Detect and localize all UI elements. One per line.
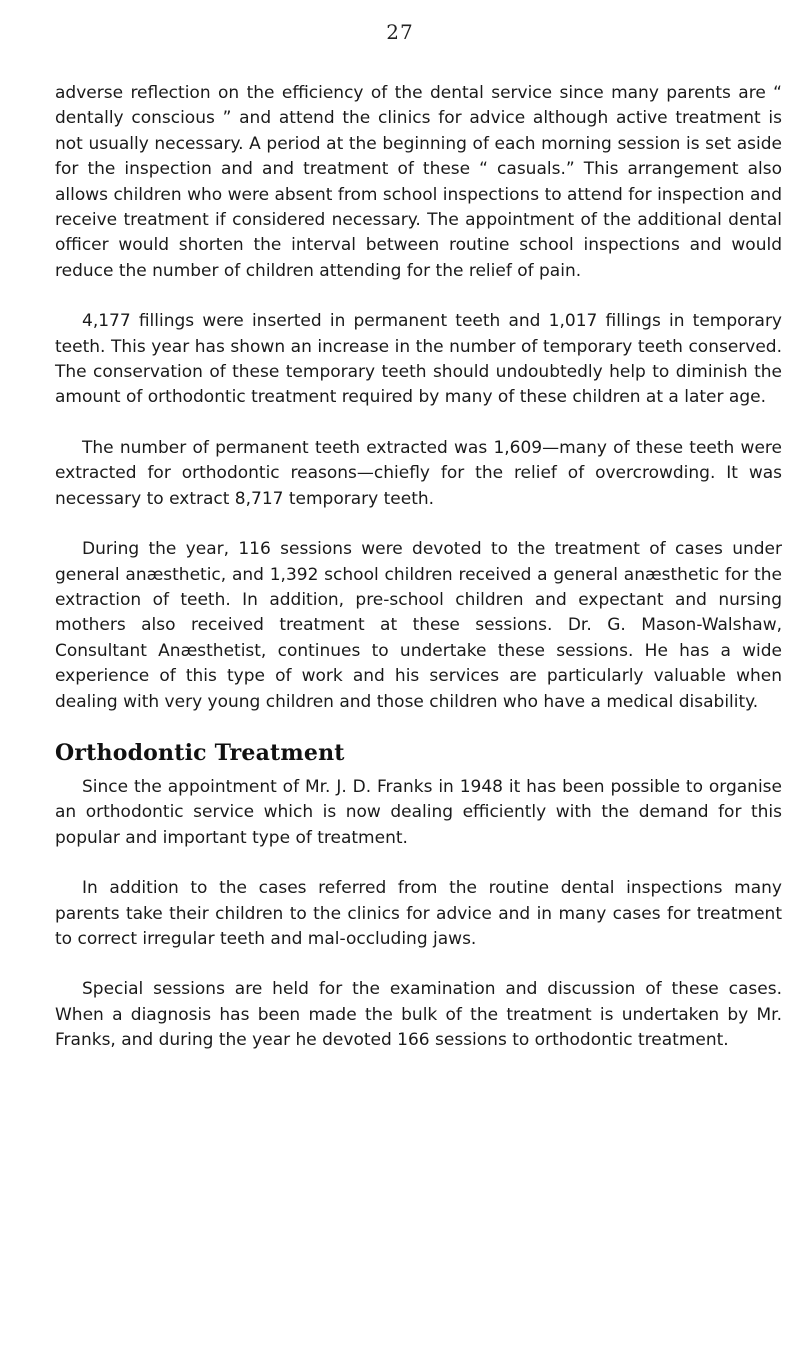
page-number: 27 bbox=[386, 20, 414, 44]
paragraph-5: Since the appointment of Mr. J. D. Franks in 1948 it has been possible to organise an orthodontic service which is now dealing efficiently with the demand for this popular and important type of treatment. bbox=[55, 776, 782, 848]
paragraph-6: In addition to the cases referred from the routine dental inspections many parents take their children to the clinics for advice and in many cases for treatment to correct irregular teeth and mal-occluding jaws. bbox=[55, 878, 782, 949]
section-heading: Orthodontic Treatment bbox=[55, 739, 345, 766]
paragraph-1: adverse reflection on the efficiency of the dental service since many parents are “ dentally conscious ” and attend the clinics for advice although active treatment is not usually necessary. A period at the beginning of each morning session is set aside for the inspection and and treatment of these “ casuals.” This arrangement also allows children who were absent from school inspections to attend for inspection and receive treatment if considered necessary. The appointment of the additional dental officer would shorten the interval between routine school inspections and would reduce the number of children attending for the relief of pain. bbox=[55, 83, 782, 281]
body-text bbox=[55, 81, 782, 1054]
paragraph-2: 4,177 fillings were inserted in permanent teeth and 1,017 fillings in temporary teeth. This year has shown an increase in the number of temporary teeth conserved. The conservation of these temporary teeth should undoubtedly help to diminish the amount of orthodontic treatment required by many of these children at a later age. bbox=[55, 311, 782, 408]
paragraph-7: Special sessions are held for the examination and discussion of these cases. When a diagnosis has been made the bulk of the treatment is undertaken by Mr. Franks, and during the year he devoted 166 sessions to orthodontic treatment. bbox=[55, 979, 782, 1051]
paragraph-4: During the year, 116 sessions were devoted to the treatment of cases under general anæsthetic, and 1,392 school children received a general anæsthetic for the extraction of teeth. In addition, pre-school children and expectant and nursing mothers also received treatment at these sessions. Dr. G. Mason-Walshaw, Consultant Anæsthetist, continues to undertake these sessions. He has a wide experience of this type of work and his services are particularly valuable when dealing with very young children and those children who have a medical disability. bbox=[55, 539, 782, 712]
paragraph-3: The number of permanent teeth extracted was 1,609—many of these teeth were extracted for orthodontic reasons—chiefly for the relief of overcrowding. It was necessary to extract 8,717 temporary teeth. bbox=[55, 437, 782, 509]
